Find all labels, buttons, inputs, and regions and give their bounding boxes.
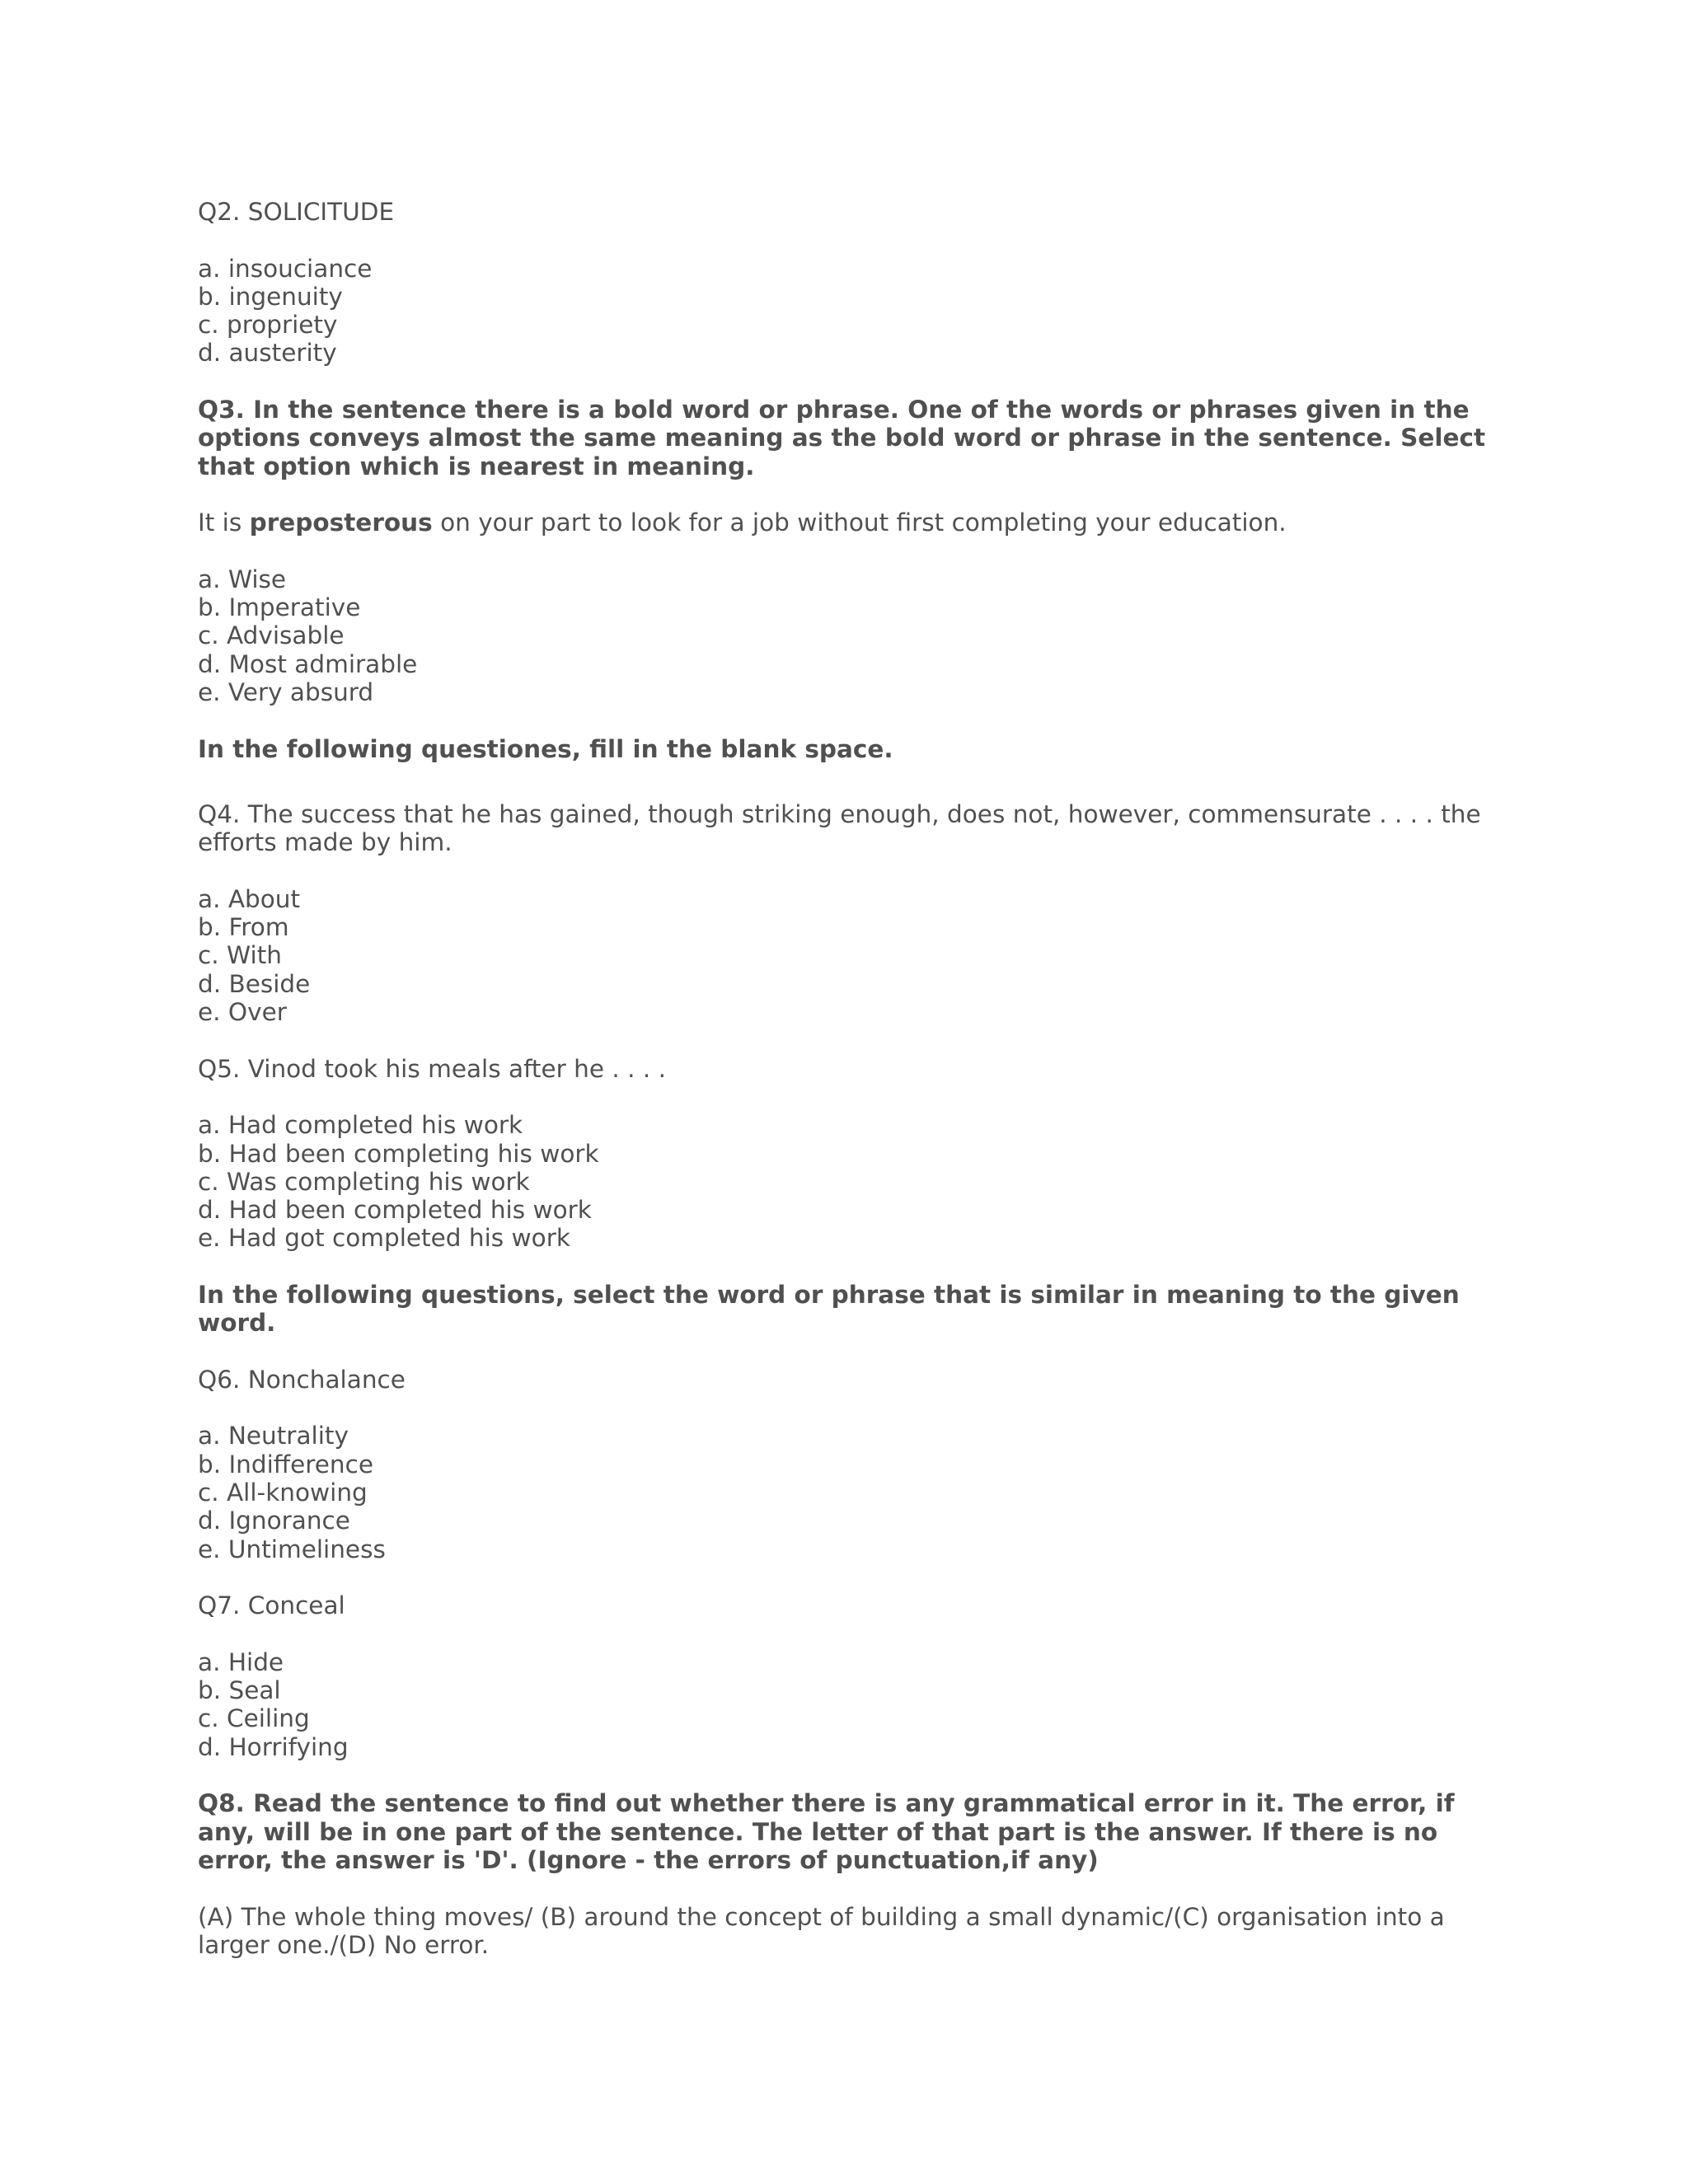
q6-option-a: a. Neutrality (198, 1422, 349, 1451)
q3-option-b: b. Imperative (198, 593, 361, 622)
q4-options (198, 885, 1500, 1026)
q7-option-d: d. Horrifying (198, 1732, 349, 1761)
q7-options (198, 1648, 1500, 1761)
q7-option-c: c. Ceiling (198, 1704, 310, 1733)
q3-sentence (198, 509, 1500, 537)
q5-option-a: a. Had completed his work (198, 1111, 523, 1140)
q4-option-b: b. From (198, 913, 289, 942)
q8-sentence: (A) The whole thing moves/ (B) around the concept of building a small dynamic/(C) organisation into a larger one./(D) No error. (198, 1902, 1445, 1959)
q6-option-d: d. Ignorance (198, 1507, 350, 1535)
q3-option-d: d. Most admirable (198, 649, 418, 678)
q3-sentence-post: on your part to look for a job without first completing your education. (432, 509, 1287, 537)
q8-instruction: Q8. Read the sentence to find out whether there is any grammatical error in it. The error, if any, will be in one part of the sentence. The letter of that part is the answer. If there is no error, the answer is 'D'. (Ignore - the errors of punctuation,if any) (198, 1789, 1455, 1874)
q3-bold-word: preposterous (249, 509, 433, 537)
q7-option-a: a. Hide (198, 1647, 284, 1676)
q2-option-d: d. austerity (198, 339, 337, 368)
q3-option-e: e. Very absurd (198, 678, 374, 707)
q5-options (198, 1111, 1500, 1252)
q6-option-c: c. All-knowing (198, 1479, 368, 1507)
q4-option-d: d. Beside (198, 969, 311, 998)
q2-options (198, 255, 1500, 368)
section-similar-instruction: In the following questions, select the word or phrase that is similar in meaning to the given word. (198, 1280, 1460, 1338)
q6-option-b: b. Indifference (198, 1450, 373, 1479)
document-page (198, 198, 1500, 1959)
q5-option-e: e. Had got completed his work (198, 1224, 570, 1253)
q2-option-a: a. insouciance (198, 254, 373, 283)
q2-option-c: c. propriety (198, 311, 338, 340)
q7-question: Q7. Conceal (198, 1591, 345, 1620)
q5-option-d: d. Had been completed his work (198, 1196, 592, 1225)
section-fill-instruction: In the following questiones, fill in the blank space. (198, 734, 893, 763)
q2-option-b: b. ingenuity (198, 282, 343, 311)
q6-option-e: e. Untimeliness (198, 1535, 386, 1563)
q5-option-b: b. Had been completing his work (198, 1139, 599, 1168)
q5-option-c: c. Was completing his work (198, 1167, 530, 1196)
q3-options (198, 565, 1500, 706)
q7-option-b: b. Seal (198, 1676, 281, 1705)
q3-option-c: c. Advisable (198, 621, 345, 650)
q2-question: Q2. SOLICITUDE (198, 198, 395, 226)
q4-option-a: a. About (198, 884, 301, 913)
q3-option-a: a. Wise (198, 565, 287, 593)
q3-instruction: Q3. In the sentence there is a bold word or phrase. One of the words or phrases given in the options conveys almost the same meaning as the bold word or phrase in the sentence. Select that option which is nearest in meaning. (198, 396, 1486, 480)
q4-question: Q4. The success that he has gained, though striking enough, does not, however, commensurate . . . . the efforts made by him. (198, 799, 1481, 857)
q6-options (198, 1422, 1500, 1563)
q3-sentence-pre: It is (198, 509, 250, 537)
q4-option-e: e. Over (198, 998, 287, 1027)
q5-question: Q5. Vinod took his meals after he . . . . (198, 1054, 667, 1083)
q4-option-c: c. With (198, 941, 282, 970)
q6-question: Q6. Nonchalance (198, 1365, 406, 1394)
